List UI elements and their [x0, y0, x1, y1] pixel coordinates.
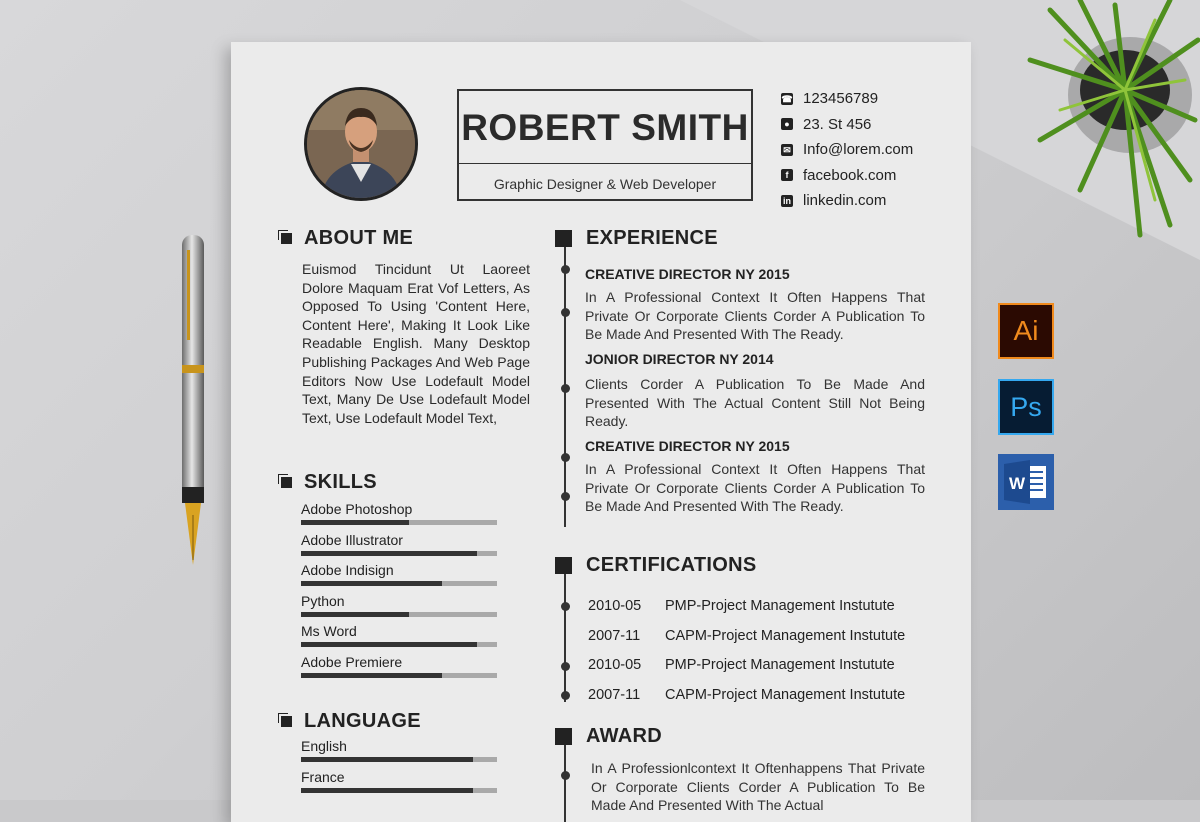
skill-bar-fill [301, 757, 473, 762]
contact-phone [781, 86, 913, 112]
cert-year: 2010-05 [588, 657, 642, 673]
skill-label: Python [301, 592, 345, 609]
cert-name: PMP-Project Management Instutute [665, 598, 895, 614]
skill-label: Adobe Indisign [301, 562, 394, 578]
cert-year: 2010-05 [588, 598, 642, 614]
timeline-dot [561, 265, 570, 274]
contact-facebook-text: facebook.com [803, 166, 897, 184]
skill-bar-item [301, 593, 497, 617]
experience-heading [555, 227, 718, 250]
profile-photo [304, 87, 418, 201]
job-title: CREATIVE DIRECTOR NY 2015 [585, 266, 790, 282]
award-heading [555, 725, 662, 748]
skill-bar-fill [301, 520, 409, 525]
skill-bar-track [301, 551, 497, 556]
timeline-dot [561, 602, 570, 611]
section-square-icon [281, 233, 292, 244]
timeline-dot [561, 662, 570, 671]
mail-icon: ✉ [781, 144, 793, 156]
plant-decoration [1020, 0, 1200, 240]
contact-location [781, 112, 913, 138]
timeline-dot [561, 453, 570, 462]
skill-bar-item [301, 562, 497, 586]
about-text: Euismod Tincidunt Ut Laoreet Dolore Maquam Erat Vof Letters, As Opposed To Using 'Content Here, Content Here', Making It Look Like Readable English. Many Desktop Publishing Packages And Web Page Editors Now Use Lodefault Model Text, Many De Use Lodefault Model Text, Use Lodefault Model Text, [302, 261, 530, 426]
skill-bar-fill [301, 642, 477, 647]
about-heading-text: ABOUT ME [304, 227, 414, 249]
cert-name: CAPM-Project Management Instutute [665, 687, 906, 703]
contact-linkedin [781, 188, 913, 214]
cert-row [588, 598, 895, 614]
cert-name: CAPM-Project Management Instutute [665, 628, 906, 644]
cert-year: 2007-11 [588, 687, 641, 703]
section-square-icon [555, 557, 572, 574]
job-title: JONIOR DIRECTOR NY 2014 [585, 351, 774, 367]
job-description: In A Professional Context It Often Happens That Private Or Corporate Clients Corder A Publication To Be Made And Presented With The Ready. [585, 461, 925, 515]
contact-email [781, 137, 913, 163]
skill-bar-item [301, 654, 497, 678]
skill-label: Adobe Illustrator [301, 531, 403, 548]
skill-bar-track [301, 788, 497, 793]
language-heading [281, 710, 421, 733]
skill-bar-fill [301, 612, 409, 617]
about-heading [281, 227, 413, 250]
experience-heading-text: EXPERIENCE [586, 227, 718, 249]
skill-bar-item [301, 738, 497, 762]
certifications-heading-text: CERTIFICATIONS [586, 554, 757, 576]
skill-label: English [301, 738, 347, 754]
timeline-dot [561, 691, 570, 700]
award-heading-text: AWARD [586, 725, 662, 747]
illustrator-icon: Ai [998, 303, 1054, 359]
skill-label: France [301, 769, 345, 785]
section-square-icon [281, 477, 292, 488]
job-description: In A Professional Context It Often Happens That Private Or Corporate Clients Corder A Publication To Be Made And Presented With The Ready. [585, 289, 925, 343]
word-icon [998, 454, 1054, 510]
timeline-dot [561, 308, 570, 317]
pen-decoration [178, 235, 208, 575]
resume-page [231, 42, 971, 822]
timeline-dot [561, 384, 570, 393]
cert-year: 2007-11 [588, 628, 641, 644]
award-timeline [564, 742, 566, 822]
job-description: Clients Corder A Publication To Be Made And Presented With The Actual Content Still Not Being Ready. [585, 376, 925, 430]
timeline-dot [561, 771, 570, 780]
language-heading-text: LANGUAGE [304, 710, 421, 732]
contact-phone-text: 123456789 [803, 90, 879, 108]
skill-bar-track [301, 520, 497, 525]
section-square-icon [281, 716, 292, 727]
section-square-icon [555, 230, 572, 247]
location-icon: ● [781, 118, 793, 130]
skill-label: Ms Word [301, 623, 357, 639]
contact-linkedin-text: linkedin.com [803, 192, 887, 210]
cert-row [588, 687, 905, 703]
certifications-heading [555, 554, 757, 577]
skill-bar-item [301, 501, 497, 525]
cert-row [588, 628, 905, 644]
contact-list [781, 86, 913, 214]
skill-label: Adobe Photoshop [301, 501, 413, 517]
word-letter: W [1008, 474, 1026, 493]
phone-icon: ☎ [781, 93, 793, 104]
skill-bar-item [301, 532, 497, 556]
contact-email-text: Info@lorem.com [803, 141, 914, 159]
skill-bar-item [301, 769, 497, 793]
skill-bar-fill [301, 673, 442, 678]
skill-bar-item [301, 623, 497, 647]
skills-heading-text: SKILLS [304, 471, 377, 493]
skill-bar-fill [301, 551, 477, 556]
section-square-icon [555, 728, 572, 745]
contact-location-text: 23. St 456 [803, 115, 872, 133]
skill-bar-track [301, 673, 497, 678]
contact-facebook [781, 163, 913, 189]
skill-bar-track [301, 581, 497, 586]
skill-bar-track [301, 612, 497, 617]
award-text: In A Professionlcontext It Oftenhappens That Private Or Corporate Clients Corder A Publication To Be Made And Presented With The Actual [591, 760, 925, 814]
skill-bar-fill [301, 581, 442, 586]
facebook-icon: f [781, 169, 793, 181]
skill-label: Adobe Premiere [301, 653, 403, 670]
resume-name: ROBERT SMITH [461, 107, 749, 148]
resume-job-title: Graphic Designer & Web Developer [493, 176, 717, 192]
skill-bar-track [301, 757, 497, 762]
skill-bar-track [301, 642, 497, 647]
name-divider [459, 163, 751, 164]
skill-bar-fill [301, 788, 473, 793]
cert-name: PMP-Project Management Instutute [665, 657, 895, 673]
name-box [457, 89, 753, 201]
certifications-timeline [564, 574, 566, 702]
photoshop-icon: Ps [998, 379, 1054, 435]
linkedin-icon: in [783, 195, 791, 206]
timeline-dot [561, 492, 570, 501]
job-title: CREATIVE DIRECTOR NY 2015 [585, 438, 790, 454]
skills-heading [281, 471, 377, 494]
cert-row [588, 657, 895, 673]
